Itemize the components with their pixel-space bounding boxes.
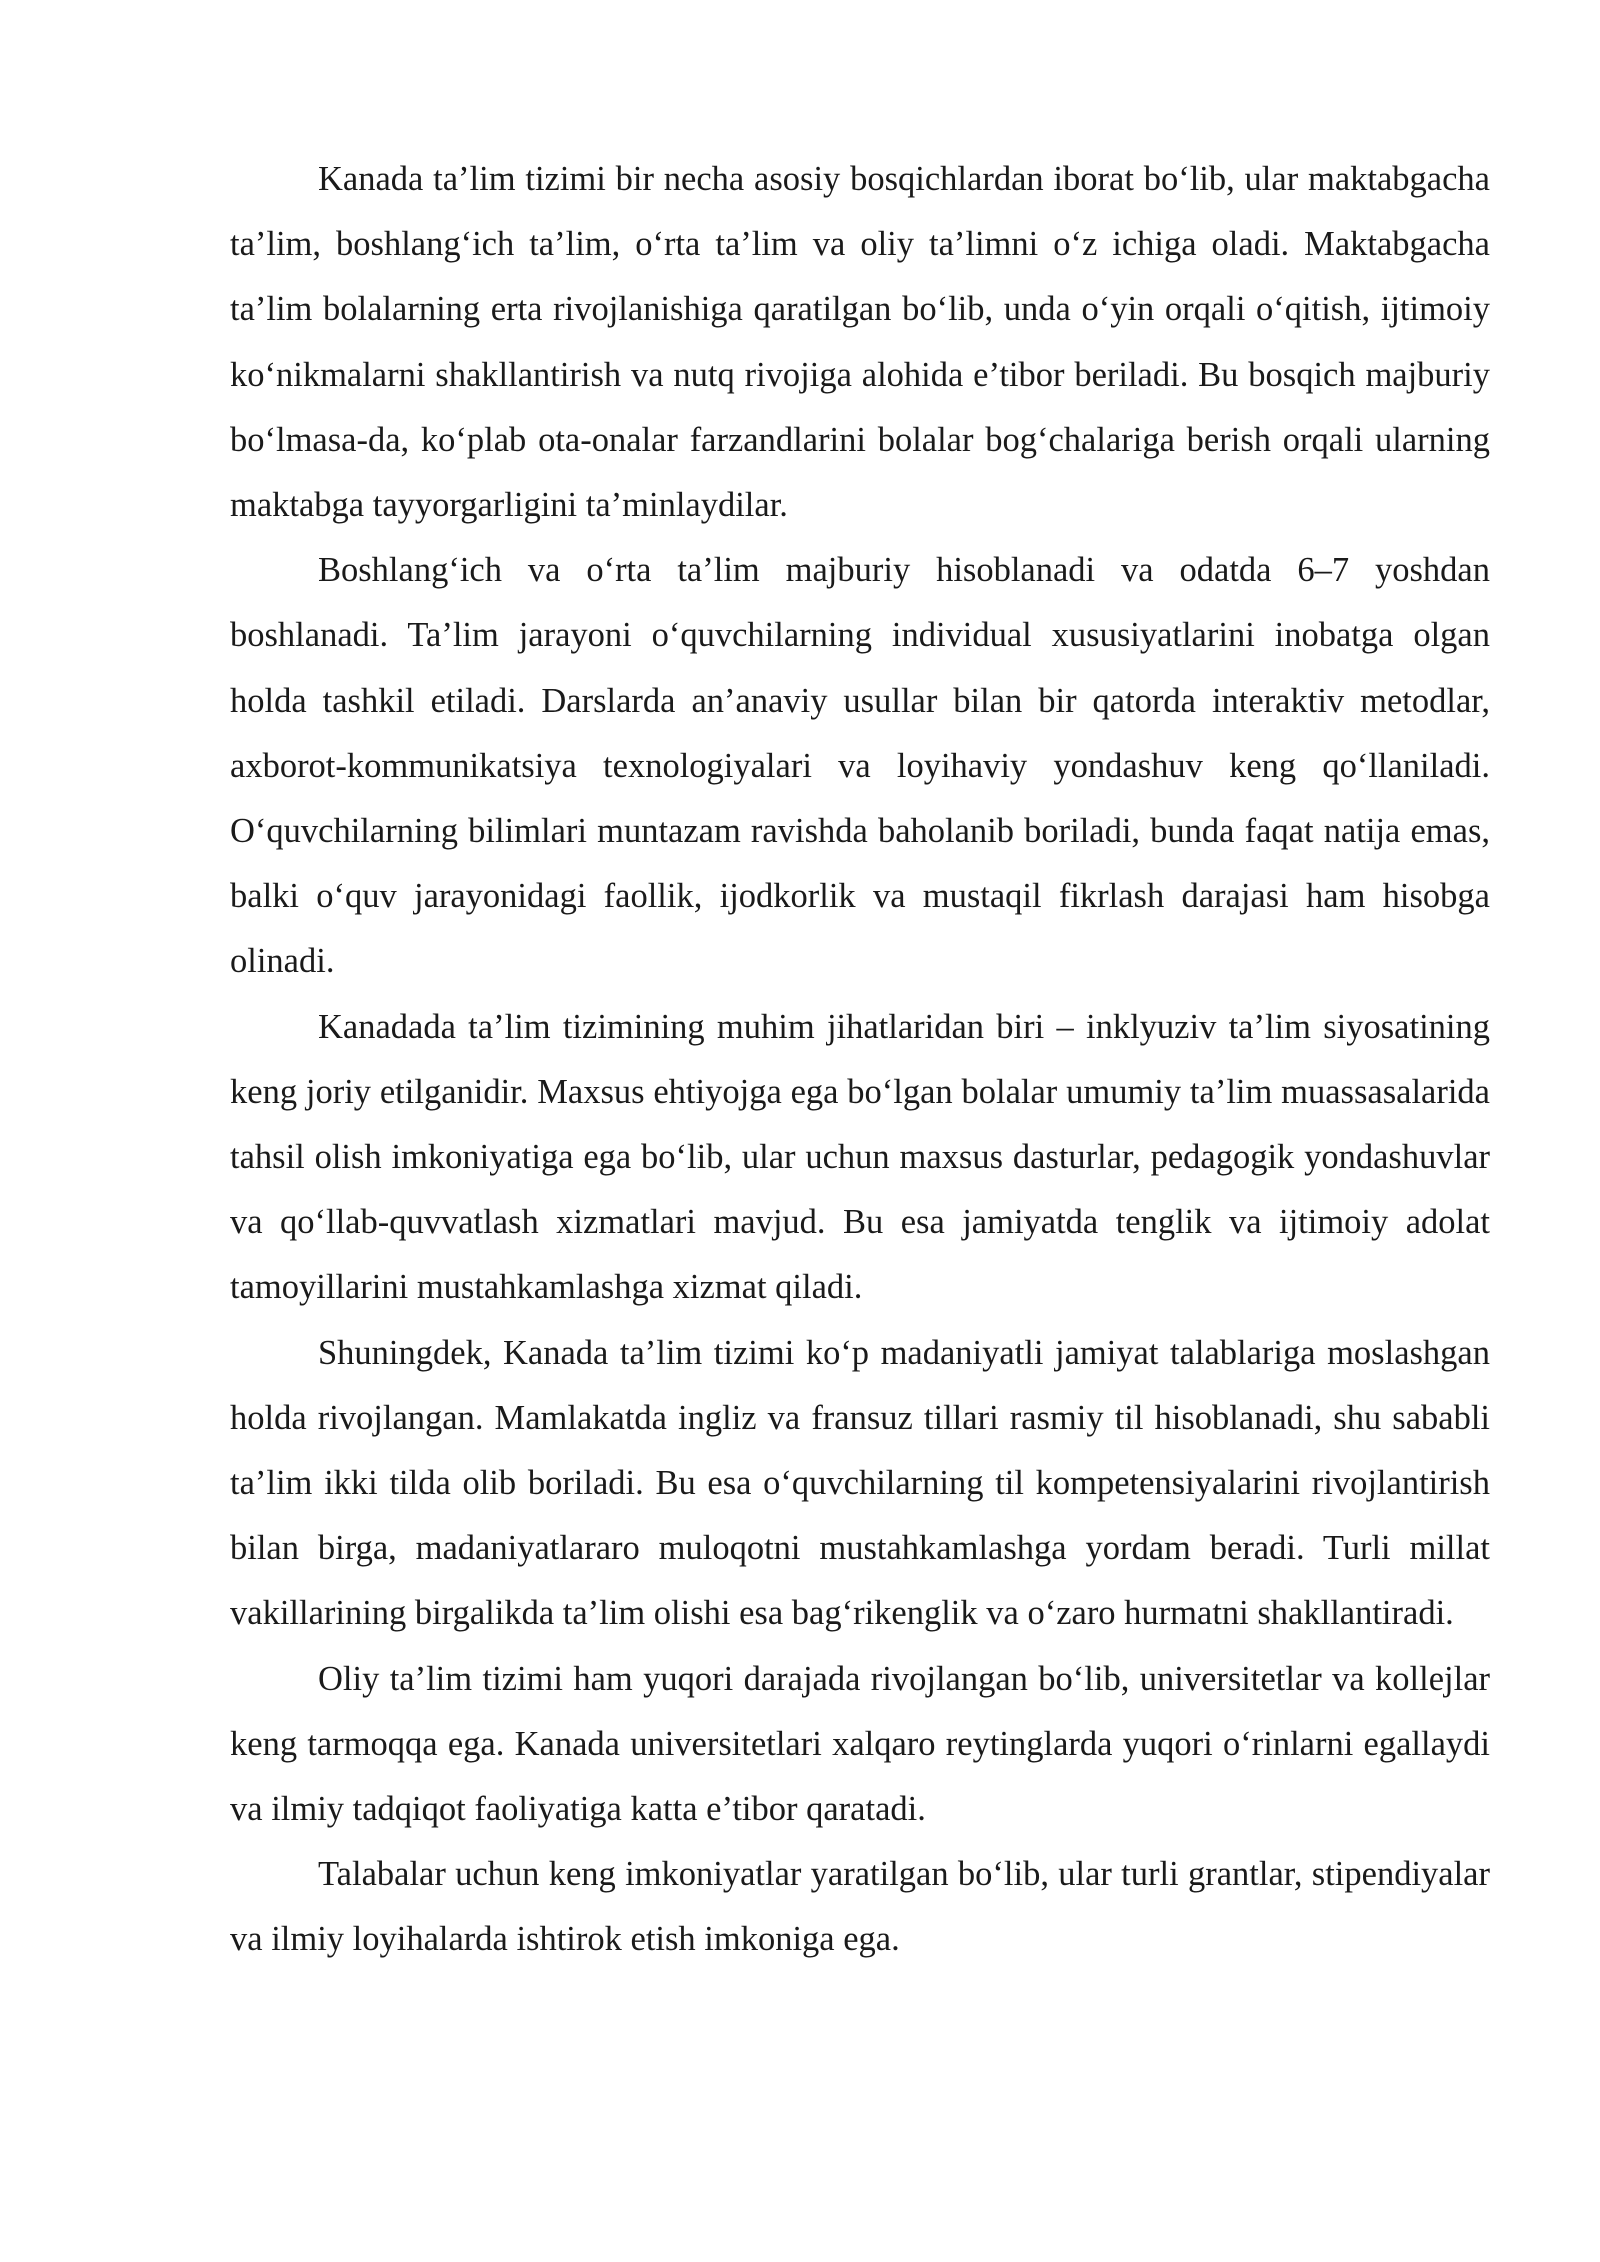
paragraph-3: Kanadada ta’lim tizimining muhim jihatlaridan biri – inklyuziv ta’lim siyosatining keng joriy etilganidir. Maxsus ehtiyojga ega bo‘lgan bolalar umumiy ta’lim muassasalarida tahsil olish imkoniyatiga ega bo‘lib, ular uchun maxsus dasturlar, pedagogik yondashuvlar va qo‘llab-quvvatlash xizmatlari mavjud. Bu esa jamiyatda tenglik va ijtimoiy adolat tamoyillarini mustahkamlashga xizmat qiladi. (230, 1007, 1490, 1307)
document-body (230, 147, 1490, 1973)
paragraph-2: Boshlang‘ich va o‘rta ta’lim majburiy hisoblanadi va odatda 6–7 yoshdan boshlanadi. Ta’lim jarayoni o‘quvchilarning individual xususiyatlarini inobatga olgan holda tashkil etiladi. Darslarda an’anaviy usullar bilan bir qatorda interaktiv metodlar, axborot-kommunikatsiya texnologiyalari va loyihaviy yondashuv keng qo‘llaniladi. O‘quvchilarning bilimlari muntazam ravishda baholanib boriladi, bunda faqat natija emas, balki o‘quv jarayonidagi faollik, ijodkorlik va mustaqil fikrlash darajasi ham hisobga olinadi. (230, 551, 1490, 981)
paragraph-6: Talabalar uchun keng imkoniyatlar yaratilgan bo‘lib, ular turli grantlar, stipendiyalar va ilmiy loyihalarda ishtirok etish imkoniga ega. (230, 1855, 1490, 1959)
paragraph-1: Kanada ta’lim tizimi bir necha asosiy bosqichlardan iborat bo‘lib, ular maktabgacha ta’lim, boshlang‘ich ta’lim, o‘rta ta’lim va oliy ta’limni o‘z ichiga oladi. Maktabgacha ta’lim bolalarning erta rivojlanishiga qaratilgan bo‘lib, unda o‘yin orqali o‘qitish, ijtimoiy ko‘nikmalarni shakllantirish va nutq rivojiga alohida e’tibor beriladi. Bu bosqich majburiy bo‘lmasa-da, ko‘plab ota-onalar farzandlarini bolalar bog‘chalariga berish orqali ularning maktabga tayyorgarligini ta’minlaydilar. (230, 160, 1490, 525)
paragraph-5: Oliy ta’lim tizimi ham yuqori darajada rivojlangan bo‘lib, universitetlar va kollejlar keng tarmoqqa ega. Kanada universitetlari xalqaro reytinglarda yuqori o‘rinlarni egallaydi va ilmiy tadqiqot faoliyatiga katta e’tibor qaratadi. (230, 1659, 1490, 1829)
paragraph-4: Shuningdek, Kanada ta’lim tizimi ko‘p madaniyatli jamiyat talablariga moslashgan holda rivojlangan. Mamlakatda ingliz va fransuz tillari rasmiy til hisoblanadi, shu sababli ta’lim ikki tilda olib boriladi. Bu esa o‘quvchilarning til kompetensiyalarini rivojlantirish bilan birga, madaniyatlararo muloqotni mustahkamlashga yordam beradi. Turli millat vakillarining birgalikda ta’lim olishi esa bag‘rikenglik va o‘zaro hurmatni shakllantiradi. (230, 1333, 1490, 1633)
